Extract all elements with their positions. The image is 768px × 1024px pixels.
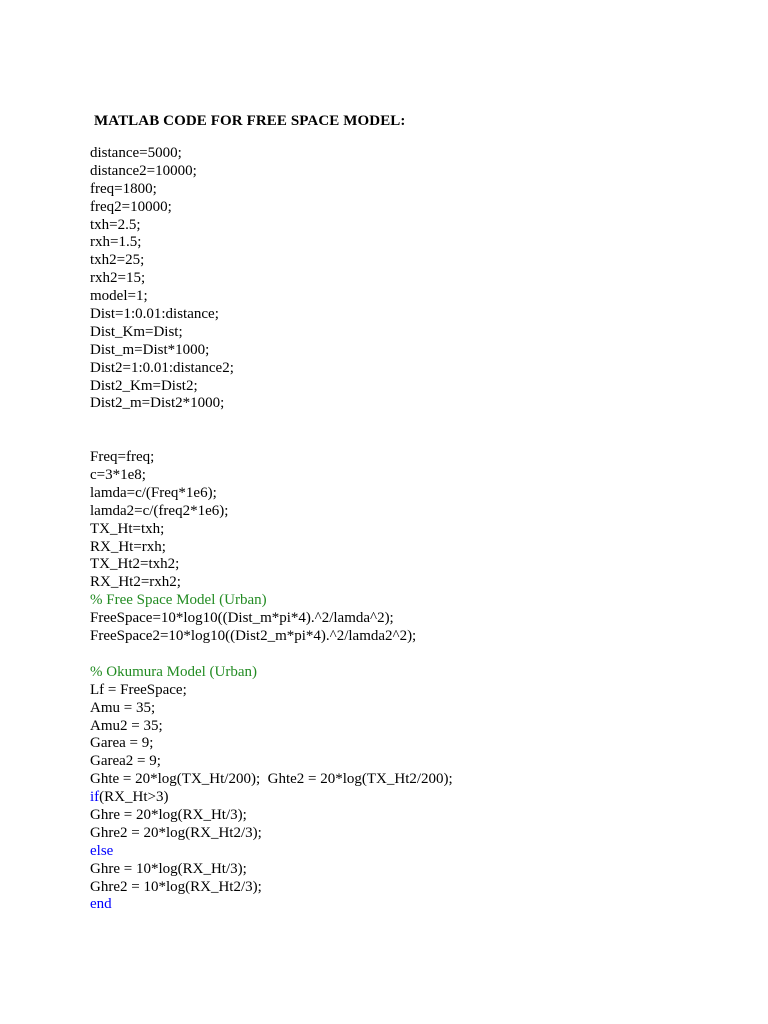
code-block <box>90 145 740 914</box>
code-line: rxh=1.5; <box>90 234 142 251</box>
code-line: RX_Ht=rxh; <box>90 538 166 555</box>
code-text: (RX_Ht>3) <box>99 789 169 806</box>
code-comment-line: % Free Space Model (Urban) <box>90 592 267 609</box>
code-line: Garea = 9; <box>90 735 154 752</box>
code-line: Dist2=1:0.01:distance2; <box>90 359 234 376</box>
code-line: Ghre2 = 20*log(RX_Ht2/3); <box>90 824 262 841</box>
blank-line <box>90 413 740 431</box>
code-line: TX_Ht=txh; <box>90 520 165 537</box>
code-line: lamda=c/(Freq*1e6); <box>90 484 217 501</box>
code-line: Ghre = 10*log(RX_Ht/3); <box>90 860 247 877</box>
code-line: Amu = 35; <box>90 699 156 716</box>
code-line: Dist2_m=Dist2*1000; <box>90 395 225 412</box>
code-line: RX_Ht2=rxh2; <box>90 574 181 591</box>
code-line: c=3*1e8; <box>90 467 146 484</box>
code-line: txh2=25; <box>90 252 145 269</box>
code-line: lamda2=c/(freq2*1e6); <box>90 502 229 519</box>
code-line: freq2=10000; <box>90 198 172 215</box>
code-line: Ghre2 = 10*log(RX_Ht2/3); <box>90 878 262 895</box>
code-line: model=1; <box>90 288 148 305</box>
code-line: TX_Ht2=txh2; <box>90 556 180 573</box>
code-keyword-line: else <box>90 842 114 859</box>
code-line: distance=5000; <box>90 145 182 161</box>
code-line: Dist_Km=Dist; <box>90 323 183 340</box>
code-line <box>90 789 740 807</box>
blank-line <box>90 646 740 664</box>
blank-line <box>90 431 740 449</box>
code-line: Ghre = 20*log(RX_Ht/3); <box>90 806 247 823</box>
code-line: Dist_m=Dist*1000; <box>90 341 210 358</box>
code-line: Lf = FreeSpace; <box>90 681 187 698</box>
code-line: Dist2_Km=Dist2; <box>90 377 198 394</box>
code-line: txh=2.5; <box>90 216 141 233</box>
code-line: FreeSpace2=10*log10((Dist2_m*pi*4).^2/lamda2^2); <box>90 628 417 645</box>
document-title: MATLAB CODE FOR FREE SPACE MODEL: <box>94 113 406 129</box>
code-line: Dist=1:0.01:distance; <box>90 306 219 323</box>
code-line: FreeSpace=10*log10((Dist_m*pi*4).^2/lamda^2); <box>90 610 394 627</box>
code-keyword-line: end <box>90 896 112 913</box>
code-line: Ghte = 20*log(TX_Ht/200); Ghte2 = 20*log(TX_Ht2/200); <box>90 771 453 788</box>
code-keyword: if <box>90 789 100 806</box>
code-line: rxh2=15; <box>90 270 146 287</box>
code-line: freq=1800; <box>90 180 157 197</box>
code-comment-line: % Okumura Model (Urban) <box>90 663 258 680</box>
code-line: Garea2 = 9; <box>90 753 161 770</box>
code-line: distance2=10000; <box>90 162 197 179</box>
code-line: Amu2 = 35; <box>90 717 163 734</box>
code-line: Freq=freq; <box>90 449 155 466</box>
